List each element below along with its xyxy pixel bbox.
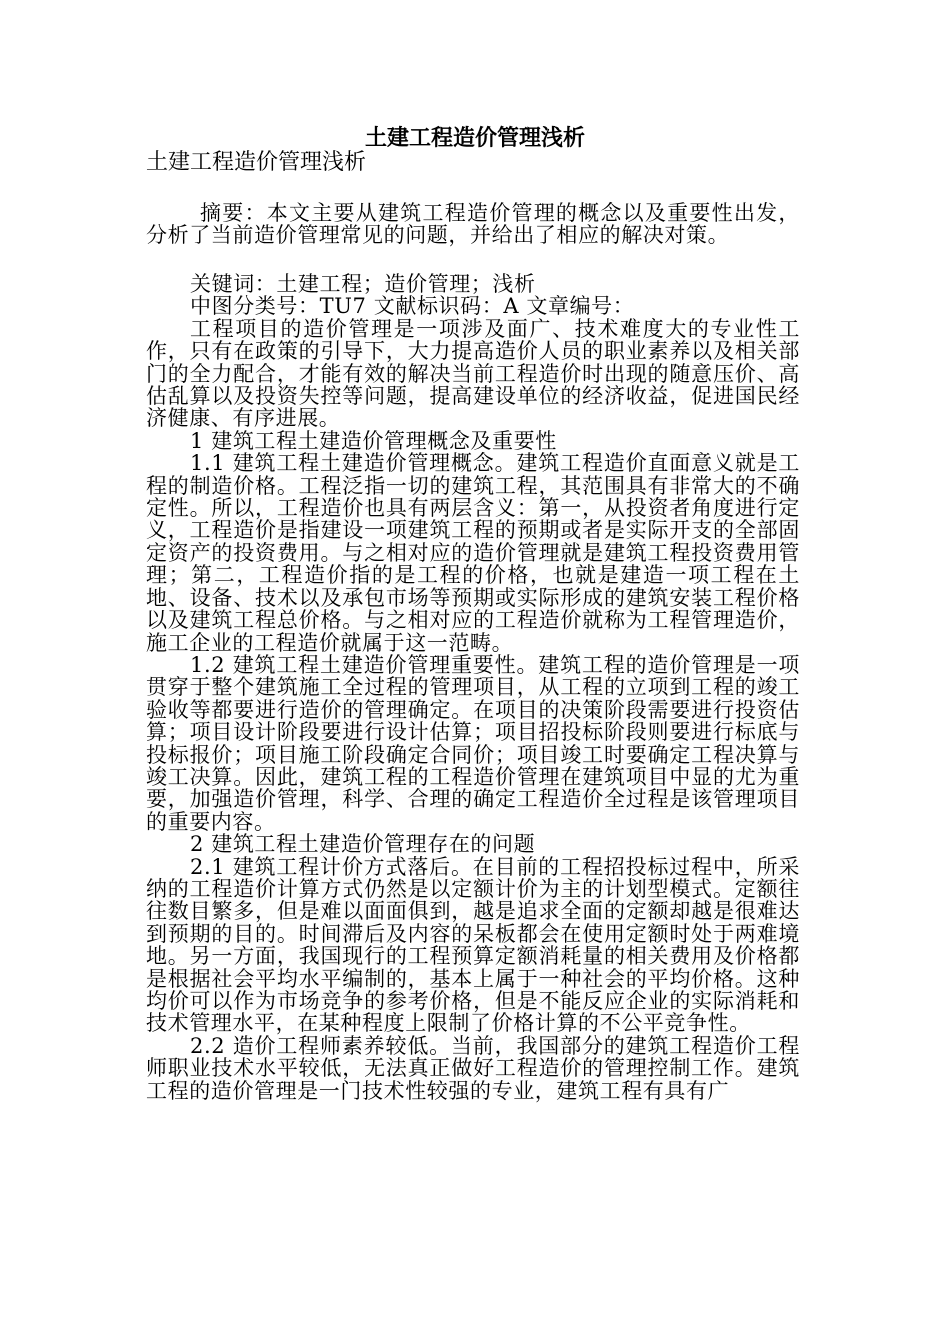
- section-1-2-paragraph: 1.2 建筑工程土建造价管理重要性。建筑工程的造价管理是一项贯穿于整个建筑施工全过程的管理项目，从工程的立项到工程的竣工验收等都要进行造价的管理确定。在项目的决策阶段需要进行投资估算；项目设计阶段要进行设计估算；项目招投标阶段则要进行标底与投标报价；项目施工阶段确定合同价；项目竣工时要确定工程决算与竣工决算。因此，建筑工程的工程造价管理在建筑项目中显的尤为重要，加强造价管理，科学、合理的确定工程造价全过程是该管理项目的重要内容。: [146, 652, 800, 834]
- keywords-line: 关键词：土建工程；造价管理；浅析: [190, 272, 536, 296]
- section-heading-1: 1 建筑工程土建造价管理概念及重要性: [190, 428, 557, 453]
- document-subtitle: 土建工程造价管理浅析: [146, 150, 367, 175]
- abstract-paragraph: 摘要：本文主要从建筑工程造价管理的概念以及重要性出发，分析了当前造价管理常见的问题，并给出了相应的解决对策。: [146, 201, 800, 248]
- document-body: [146, 273, 800, 1102]
- classification-line: 中图分类号：TU7 文献标识码：A 文章编号：: [190, 294, 635, 319]
- document-title: 土建工程造价管理浅析: [364, 125, 585, 151]
- section-2-2-paragraph: 2.2 造价工程师素养较低。当前，我国部分的建筑工程造价工程师职业技术水平较低，无法真正做好工程造价的管理控制工作。建筑工程的造价管理是一门技术性较强的专业，建筑工程有具有广: [146, 1033, 800, 1103]
- intro-paragraph: 工程项目的造价管理是一项涉及面广、技术难度大的专业性工作，只有在政策的引导下，大力提高造价人员的职业素养以及相关部门的全力配合，才能有效的解决当前工程造价时出现的随意压价、高估乱算以及投资失控等问题，提高建设单位的经济收益，促进国民经济健康、有序进展。: [146, 316, 800, 431]
- section-heading-2: 2 建筑工程土建造价管理存在的问题: [190, 832, 536, 857]
- section-2-1-paragraph: 2.1 建筑工程计价方式落后。在目前的工程招投标过程中，所采纳的工程造价计算方式仍然是以定额计价为主的计划型模式。定额往往数目繁多，但是难以面面俱到，越是追求全面的定额却越是很难达到预期的目的。时间滞后及内容的呆板都会在使用定额时处于两难境地。另一方面，我国现行的工程预算定额消耗量的相关费用及价格都是根据社会平均水平编制的，基本上属于一种社会的平均价格。这种均价可以作为市场竞争的参考价格，但是不能反应企业的实际消耗和技术管理水平，在某种程度上限制了价格计算的不公平竞争性。: [146, 854, 800, 1036]
- section-1-1-paragraph: 1.1 建筑工程土建造价管理概念。建筑工程造价直面意义就是工程的制造价格。工程泛指一切的建筑工程，其范围具有非常大的不确定性。所以，工程造价也具有两层含义：第一，从投资者角度进行定义，工程造价是指建设一项建筑工程的预期或者是实际开支的全部固定资产的投资费用。与之相对应的造价管理就是建筑工程投资费用管理；第二，工程造价指的是工程的价格，也就是建造一项工程在土地、设备、技术以及承包市场等预期或实际形成的建筑安装工程价格以及建筑工程总价格。与之相对应的工程造价就称为工程管理造价，施工企业的工程造价就属于这一范畴。: [146, 451, 800, 655]
